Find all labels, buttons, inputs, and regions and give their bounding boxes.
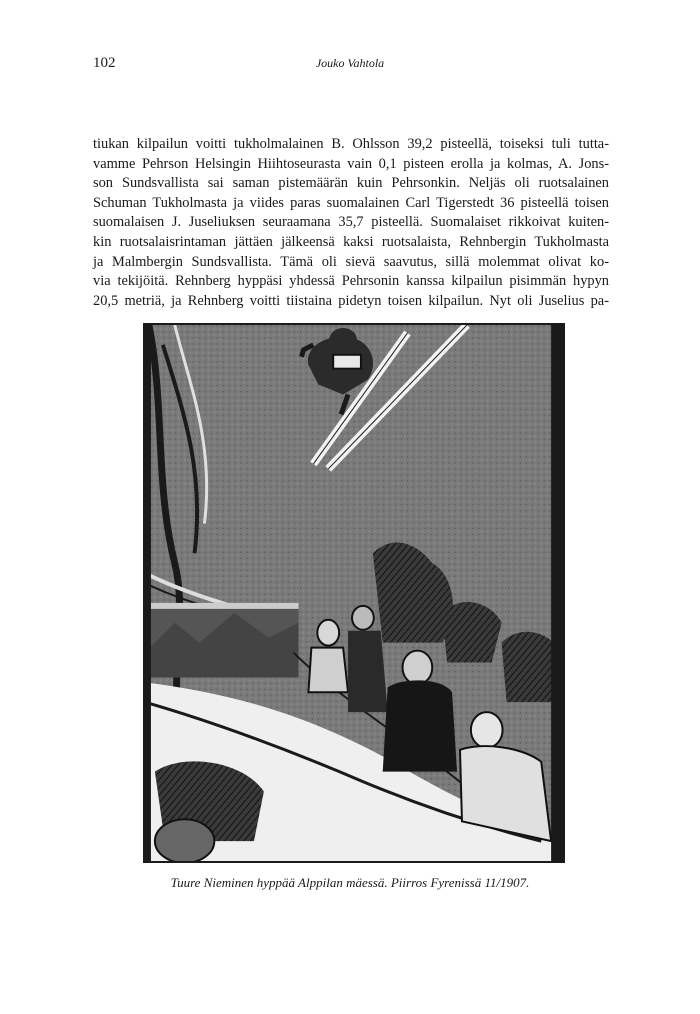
spectator-head [317, 620, 339, 646]
text-line: via tekijöitä. Rehnberg hyppäsi yhdessä Pehrsonin kanssa kilpailun pisimmän hypyn [93, 273, 609, 290]
illustration-drawing [145, 325, 563, 861]
text-line: tiukan kilpailun voitti tukholmalainen B. Ohlsson 39,2 pisteellä, toiseksi tuli tutta- [93, 136, 609, 152]
text-line: ja Malmbergin Sundsvallista. Tämä oli sievä saavutus, sillä molemmat olivat ko- [93, 253, 609, 270]
ski-jumper-head [329, 328, 357, 352]
figure-caption: Tuure Nieminen hyppää Alppilan mäessä. Piirros Fyrenissä 11/1907. [170, 875, 530, 890]
text-line: 20,5 metriä, ja Rehnberg voitti tiistaina pidetyn toisen kilpailun. Nyt oli Juselius pa- [93, 292, 609, 309]
text-line: Schuman Tukholmasta ja viides paras suomalainen Carl Tigerstedt 36 pisteellä toisen [93, 194, 609, 211]
text-line: son Sundsvallista sai saman pistemäärän kuin Pehrsonkin. Neljäs oli ruotsalainen [93, 175, 609, 192]
body-paragraph [93, 135, 609, 311]
text-line: suomalaisen J. Juseliuksen seuraamana 35,7 pisteellä. Suomalaiset rikkoivat kuiten- [93, 214, 609, 231]
running-head-author: Jouko Vahtola [315, 56, 385, 70]
page-number: 102 [93, 55, 116, 71]
text-line: kin ruotsalaisrintaman jättäen jälkeensä kaksi ruotsalaista, Rehnbergin Tukholmasta [93, 233, 609, 250]
spectator-coat [383, 680, 457, 771]
ski-jump-illustration [143, 323, 565, 863]
ski-jumper-bib [333, 355, 361, 369]
text-line: vamme Pehrson Helsingin Hiihtoseurasta vain 0,1 pisteen erolla ja kolmas, A. Jons- [93, 155, 609, 172]
